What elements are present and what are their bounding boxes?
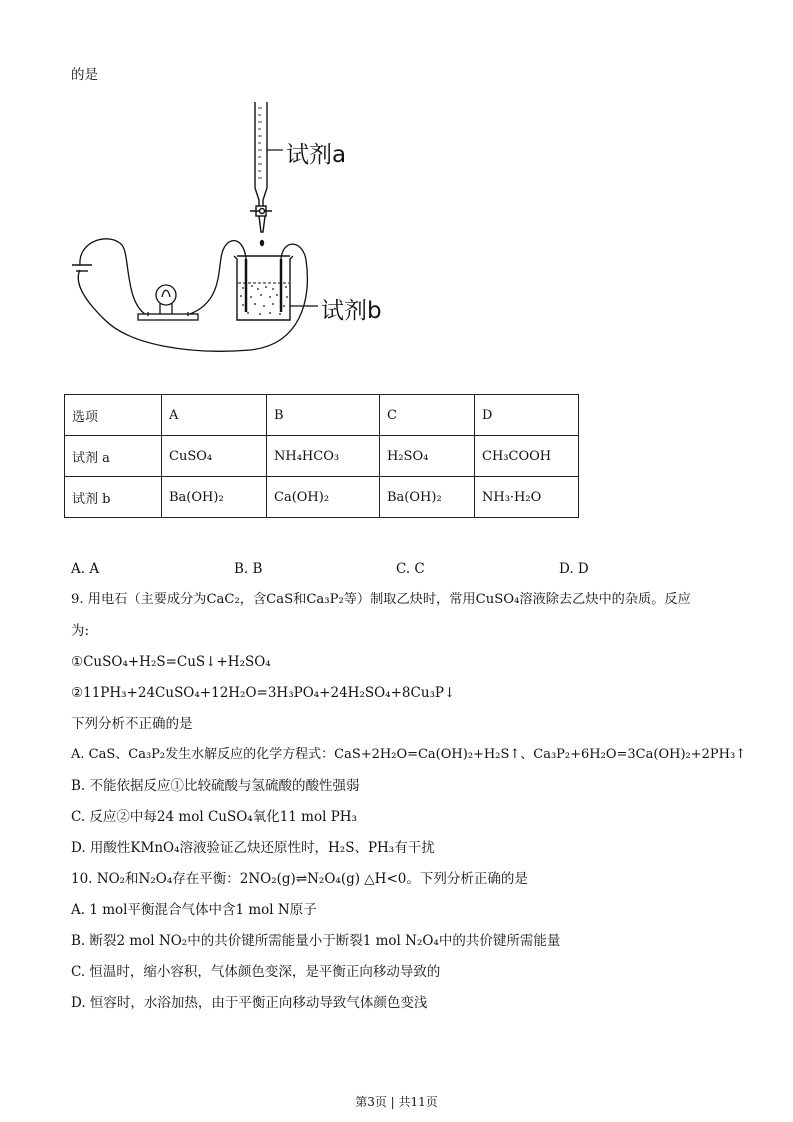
light-bulb [138, 285, 198, 320]
q9-stem-line1: 9. 用电石（主要成分为CaC₂，含CaS和Ca₃P₂等）制取乙炔时，常用CuSO₄溶液除去乙炔中的杂质。反应 [71, 592, 691, 607]
page-footer: 第3页 | 共11页 [355, 1095, 438, 1109]
table-row [65, 436, 579, 477]
table-cell: Ba(OH)₂ [380, 477, 475, 518]
reagent-b-label: 试剂b [321, 298, 382, 324]
q9-prompt: 下列分析不正确的是 [71, 716, 193, 732]
table-cell: Ca(OH)₂ [267, 477, 380, 518]
table-cell: C [380, 395, 475, 436]
table-cell: 试剂 b [65, 477, 162, 518]
q10-option-b[interactable]: B. 断裂2 mol NO₂中的共价键所需能量小于断裂1 mol N₂O₄中的共价键所需能量 [71, 933, 561, 949]
q10-option-d[interactable]: D. 恒容时，水浴加热，由于平衡正向移动导致气体颜色变浅 [71, 995, 428, 1011]
q9-stem-line2: 为: [71, 623, 90, 639]
table-cell: A [162, 395, 267, 436]
battery [72, 265, 92, 271]
table-cell: NH₃·H₂O [475, 477, 579, 518]
table-cell: CH₃COOH [475, 436, 579, 477]
table-cell: CuSO₄ [162, 436, 267, 477]
table-cell: 选项 [65, 395, 162, 436]
table-cell: 试剂 a [65, 436, 162, 477]
q8-choice-d[interactable]: D. D [559, 561, 589, 577]
q9-option-a[interactable]: A. CaS、Ca₃P₂发生水解反应的化学方程式：CaS+2H₂O=Ca(OH)₂+H₂S↑、Ca₃P₂+6H₂O=3Ca(OH)₂+2PH₃↑ [71, 747, 747, 762]
q9-option-d[interactable]: D. 用酸性KMnO₄溶液验证乙炔还原性时，H₂S、PH₃有干扰 [71, 840, 435, 856]
table-cell: H₂SO₄ [380, 436, 475, 477]
q8-choice-b[interactable]: B. B [234, 561, 263, 577]
q8-choice-c[interactable]: C. C [396, 561, 425, 577]
table-cell: Ba(OH)₂ [162, 477, 267, 518]
table-cell: D [475, 395, 579, 436]
table-cell: B [267, 395, 380, 436]
table-row [65, 395, 579, 436]
q8-choice-a[interactable]: A. A [71, 561, 100, 577]
table-row [65, 477, 579, 518]
q10-stem: 10. NO₂和N₂O₄存在平衡：2NO₂(g)⇌N₂O₄(g) △H<0。下列分析正确的是 [71, 871, 528, 887]
burette [250, 102, 272, 232]
q10-option-c[interactable]: C. 恒温时，缩小容积，气体颜色变深，是平衡正向移动导致的 [71, 964, 441, 980]
q10-option-a[interactable]: A. 1 mol平衡混合气体中含1 mol N原子 [71, 902, 317, 918]
reagent-a-label: 试剂a [286, 142, 347, 168]
droplet [260, 240, 264, 246]
q9-reaction-2: ②11PH₃+24CuSO₄+12H₂O=3H₃PO₄+24H₂SO₄+8Cu₃P↓ [71, 685, 456, 701]
q9-option-b[interactable]: B. 不能依据反应①比较硫酸与氢硫酸的酸性强弱 [71, 778, 360, 794]
options-table [64, 394, 579, 518]
burette-graduations [258, 108, 262, 178]
table-cell: NH₄HCO₃ [267, 436, 380, 477]
q9-option-c[interactable]: C. 反应②中每24 mol CuSO₄氧化11 mol PH₃ [71, 809, 357, 825]
q9-reaction-1: ①CuSO₄+H₂S=CuS↓+H₂SO₄ [71, 654, 271, 670]
beaker-electrodes [246, 259, 281, 312]
question-fragment: 的是 [71, 67, 98, 83]
